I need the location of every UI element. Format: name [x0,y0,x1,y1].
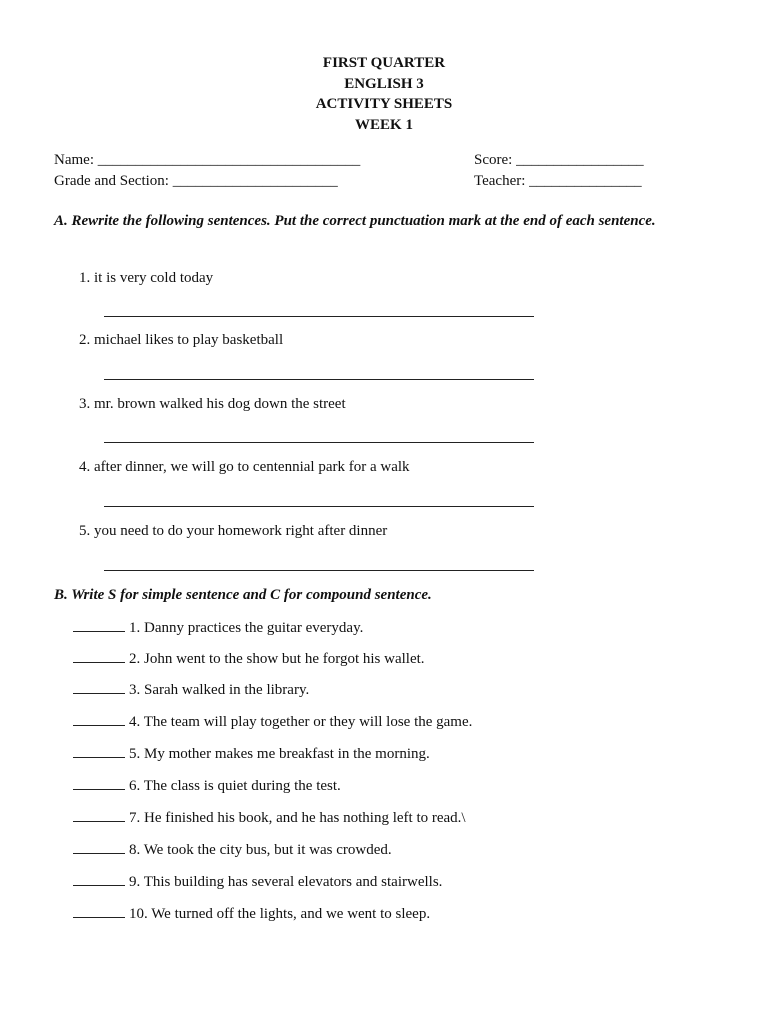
section-b-text-5: 5. My mother makes me breakfast in the morning. [129,746,430,762]
section-b-text-2: 2. John went to the show but he forgot his wallet. [129,651,425,667]
section-a-answer-line-2[interactable] [104,379,534,380]
grade-teacher-row [54,171,714,191]
section-b-item-4 [73,711,472,732]
section-b-item-5 [73,743,430,764]
section-b-text-1: 1. Danny practices the guitar everyday. [129,620,364,636]
section-b-blank-2[interactable] [73,648,125,663]
header-quarter: FIRST QUARTER [322,55,446,71]
section-a-item-3: 3. mr. brown walked his dog down the street [79,396,346,412]
section-b-item-1 [73,617,363,638]
section-b-item-3 [73,679,309,700]
section-b-text-7: 7. He finished his book, and he has nothing left to read.\ [129,810,466,826]
section-b-text-10: 10. We turned off the lights, and we went to sleep. [129,906,431,922]
section-b-item-6 [73,775,341,796]
section-b-blank-10[interactable] [73,903,125,918]
section-a-answer-line-3[interactable] [104,442,534,443]
section-a-title: A. Rewrite the following sentences. Put the correct punctuation mark at the end of each sentence. [54,213,656,229]
section-a-answer-line-4[interactable] [104,506,534,507]
section-b-title: B. Write S for simple sentence and C for compound sentence. [54,587,432,603]
section-b-blank-8[interactable] [73,839,125,854]
grade-section-field[interactable]: Grade and Section: ______________________ [54,173,338,189]
name-field[interactable]: Name: ___________________________________ [54,152,361,168]
worksheet-header [0,53,768,135]
section-a-answer-line-1[interactable] [104,316,534,317]
section-b-blank-7[interactable] [73,807,125,822]
section-b-blank-9[interactable] [73,871,125,886]
header-subject: ENGLISH 3 [344,75,424,92]
name-score-row [54,150,714,170]
section-b-blank-5[interactable] [73,743,125,758]
teacher-field[interactable]: Teacher: _______________ [474,173,642,189]
section-a-item-1: 1. it is very cold today [79,270,214,286]
section-b-text-4: 4. The team will play together or they will lose the game. [129,714,473,730]
section-b-item-9 [73,871,442,892]
section-b-text-6: 6. The class is quiet during the test. [129,778,341,794]
section-b-blank-3[interactable] [73,679,125,694]
score-field[interactable]: Score: _________________ [474,152,644,168]
section-b-text-8: 8. We took the city bus, but it was crowded. [129,842,392,858]
section-b-item-2 [73,648,425,669]
header-title: ACTIVITY SHEETS [315,96,453,112]
section-b-blank-4[interactable] [73,711,125,726]
section-b-text-3: 3. Sarah walked in the library. [129,682,310,698]
section-b-blank-6[interactable] [73,775,125,790]
section-a-item-5: 5. you need to do your homework right after dinner [79,523,388,539]
section-b-text-9: 9. This building has several elevators and stairwells. [129,874,443,890]
section-a-item-4: 4. after dinner, we will go to centennial park for a walk [79,459,410,475]
header-week: WEEK 1 [355,116,413,133]
section-b-item-10 [73,903,430,924]
section-a-answer-line-5[interactable] [104,570,534,571]
section-b-item-7 [73,807,466,828]
section-a-item-2: 2. michael likes to play basketball [79,332,284,348]
section-b-blank-1[interactable] [73,617,125,632]
section-b-item-8 [73,839,392,860]
